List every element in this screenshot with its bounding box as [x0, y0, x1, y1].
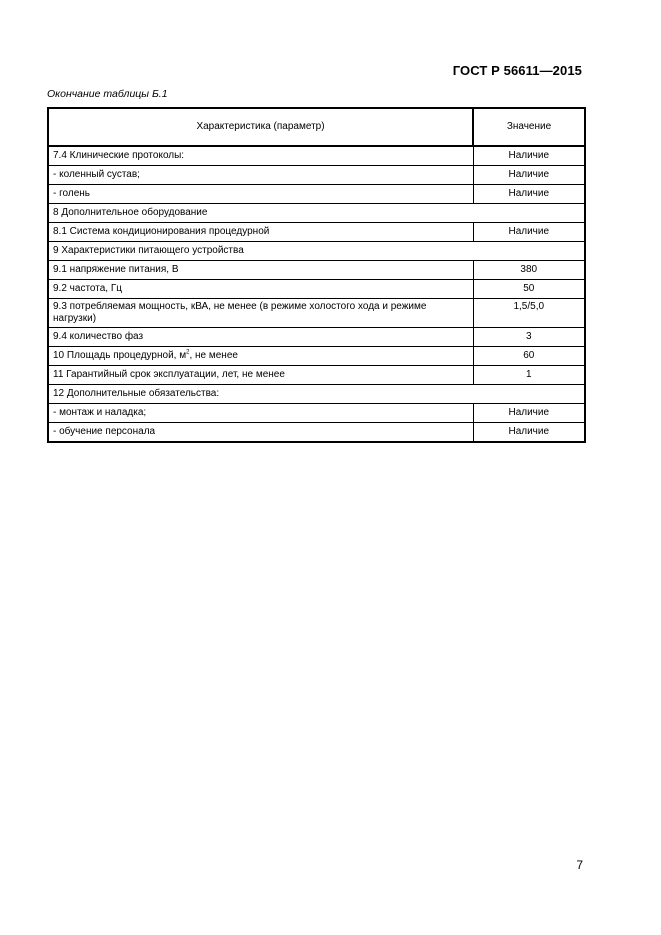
- section-cell: 12 Дополнительные обязательства:: [48, 385, 585, 404]
- param-cell: 11 Гарантийный срок эксплуатации, лет, не менее: [48, 366, 473, 385]
- value-cell: Наличие: [473, 185, 585, 204]
- param-cell: - коленный сустав;: [48, 166, 473, 185]
- value-cell: 3: [473, 328, 585, 347]
- param-text: 10 Площадь процедурной, м: [53, 350, 187, 361]
- value-cell: Наличие: [473, 404, 585, 423]
- param-cell: 7.4 Клинические протоколы:: [48, 146, 473, 166]
- section-cell: 8 Дополнительное оборудование: [48, 204, 585, 223]
- spec-table: [47, 107, 586, 443]
- table-section-row: [48, 385, 585, 404]
- param-cell: 9.2 частота, Гц: [48, 280, 473, 299]
- param-cell: 9.3 потребляемая мощность, кВА, не менее (в режиме холостого хода и режиме нагрузки): [48, 299, 473, 328]
- section-cell: 9 Характеристики питающего устройства: [48, 242, 585, 261]
- value-cell: Наличие: [473, 146, 585, 166]
- page-number: 7: [576, 858, 583, 872]
- value-cell: Наличие: [473, 223, 585, 242]
- column-header-parameter: Характеристика (параметр): [48, 108, 473, 146]
- param-cell: - обучение персонала: [48, 423, 473, 443]
- table-row: [48, 223, 585, 242]
- param-cell: 9.1 напряжение питания, В: [48, 261, 473, 280]
- value-cell: Наличие: [473, 423, 585, 443]
- table-section-row: [48, 242, 585, 261]
- param-text-tail: , не менее: [189, 350, 238, 361]
- param-cell: 8.1 Система кондиционирования процедурной: [48, 223, 473, 242]
- document-standard-number: ГОСТ Р 56611—2015: [452, 63, 582, 78]
- param-cell: - монтаж и наладка;: [48, 404, 473, 423]
- value-cell: Наличие: [473, 166, 585, 185]
- table-row: [48, 261, 585, 280]
- value-cell: 1: [473, 366, 585, 385]
- table-header-row: [48, 108, 585, 146]
- column-header-value: Значение: [473, 108, 585, 146]
- table-row: [48, 347, 585, 366]
- table-row: [48, 166, 585, 185]
- table-row: [48, 328, 585, 347]
- param-cell: 9.4 количество фаз: [48, 328, 473, 347]
- value-cell: 60: [473, 347, 585, 366]
- table-caption: Окончание таблицы Б.1: [47, 88, 168, 100]
- table-row: [48, 280, 585, 299]
- value-cell: 1,5/5,0: [473, 299, 585, 328]
- value-cell: 50: [473, 280, 585, 299]
- table-row: [48, 366, 585, 385]
- table-row: [48, 404, 585, 423]
- table-row: [48, 299, 585, 328]
- table-row: [48, 185, 585, 204]
- param-cell: [48, 347, 473, 366]
- table-row: [48, 423, 585, 443]
- table-row: [48, 146, 585, 166]
- superscript: 2: [186, 349, 190, 356]
- table-section-row: [48, 204, 585, 223]
- value-cell: 380: [473, 261, 585, 280]
- param-cell: - голень: [48, 185, 473, 204]
